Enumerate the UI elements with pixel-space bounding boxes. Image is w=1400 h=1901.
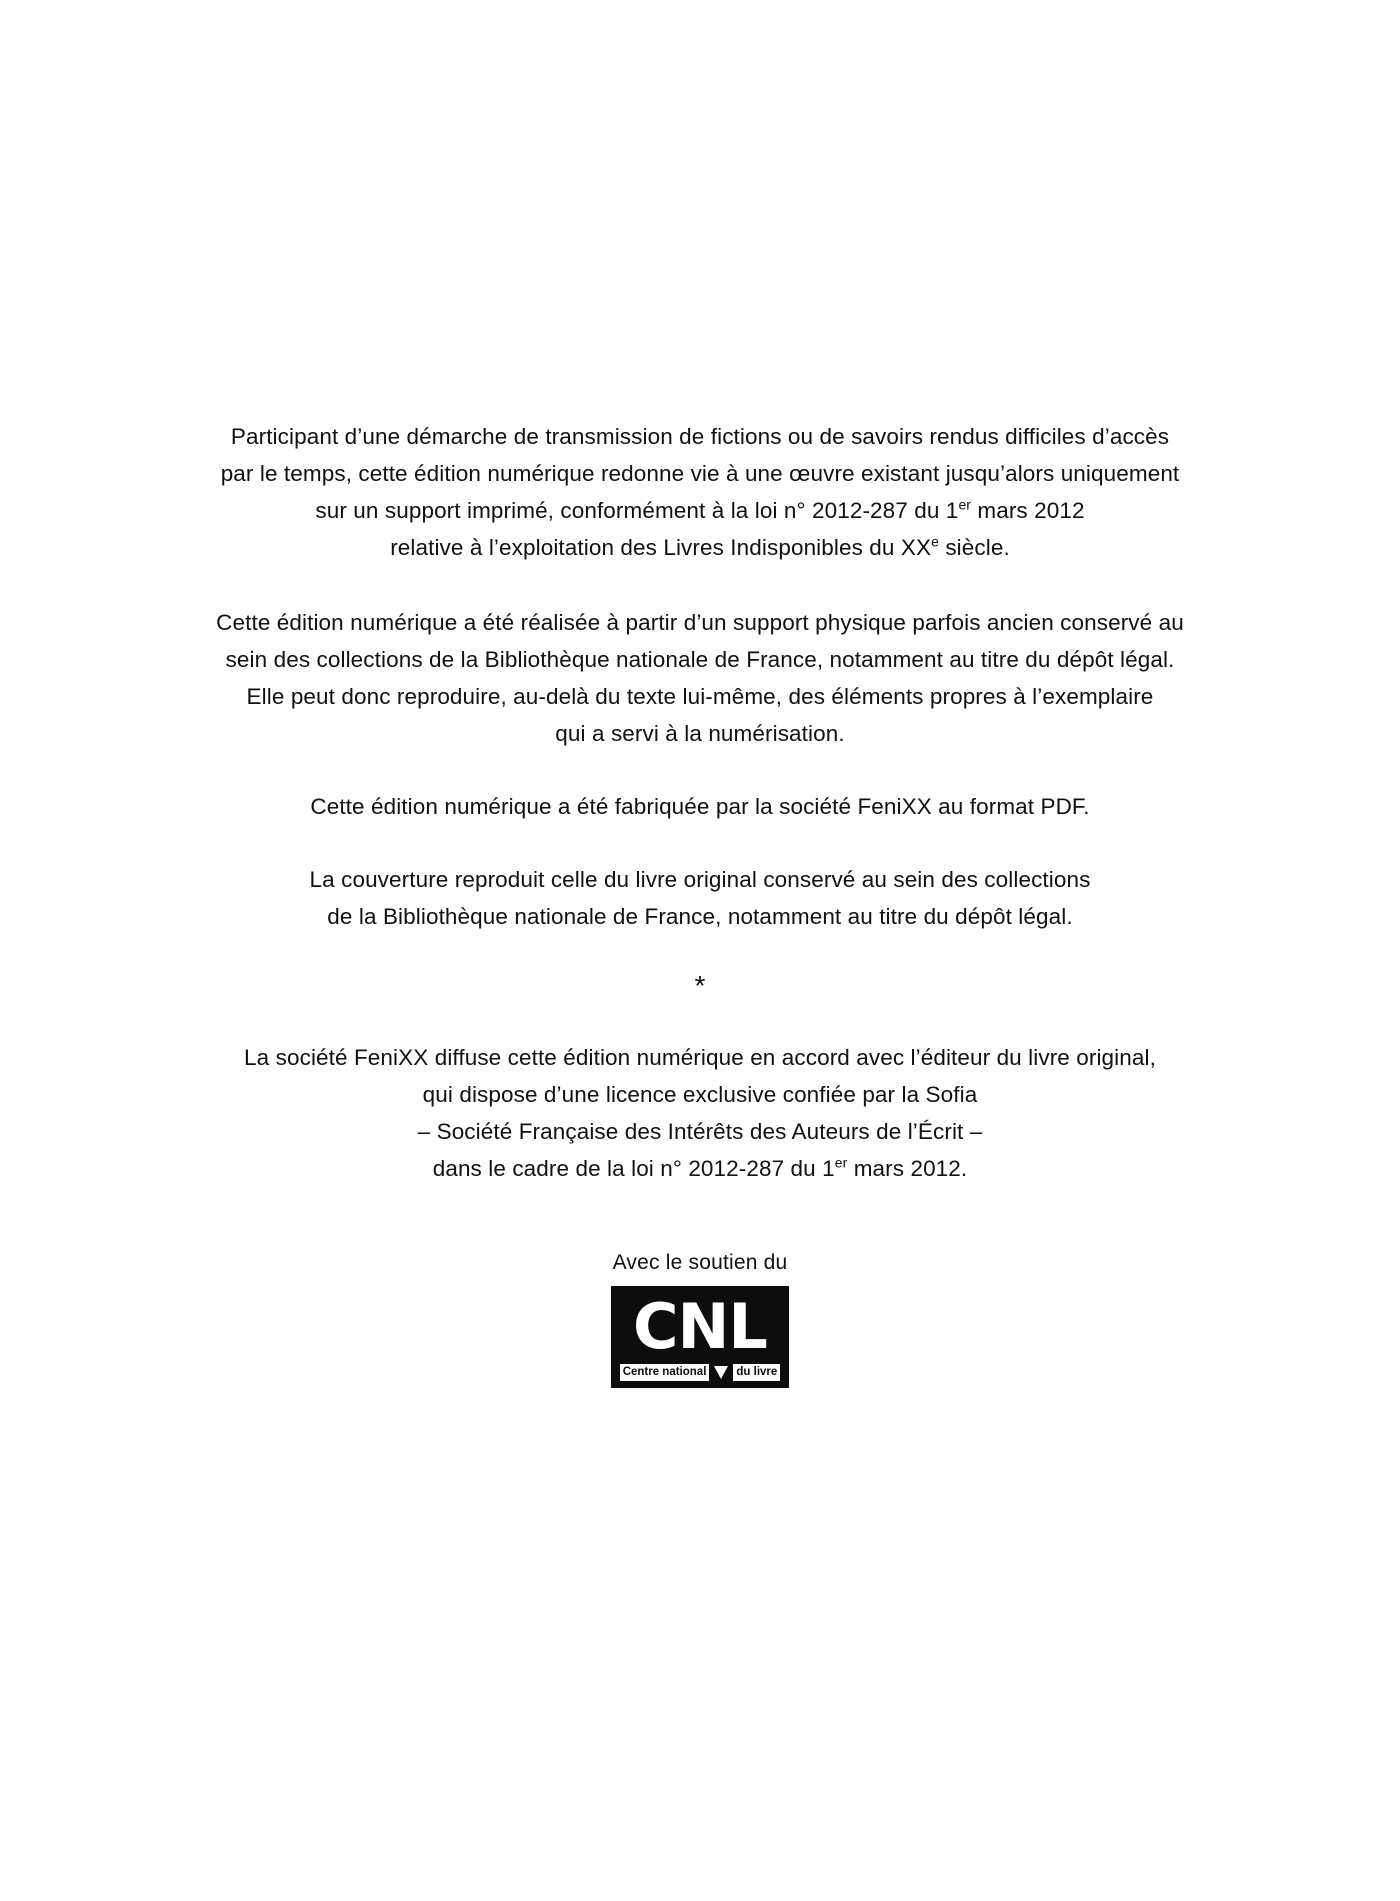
paragraph-line: de la Bibliothèque nationale de France, notamment au titre du dépôt légal. (327, 904, 1073, 929)
paragraph-diffusion (120, 1039, 1280, 1187)
spacer (0, 935, 1400, 971)
paragraph-line: qui a servi à la numérisation. (555, 721, 845, 746)
paragraph-line-century: relative à l’exploitation des Livres Indisponibles du XXe siècle. (390, 533, 1010, 560)
sponsor-caption: Avec le soutien du (612, 1251, 788, 1274)
paragraph-line: La société FeniXX diffuse cette édition numérique en accord avec l’éditeur du livre original, (244, 1045, 1156, 1070)
paragraph-transmission (120, 418, 1280, 566)
paragraph-fabrication (120, 788, 1280, 825)
spacer (0, 1001, 1400, 1039)
spacer (0, 566, 1400, 604)
cnl-acronym: CNL (633, 1290, 767, 1363)
paragraph-line: – Société Française des Intérêts des Auteurs de l’Écrit – (417, 1119, 983, 1144)
cnl-triangle-icon (714, 1366, 728, 1379)
paragraph-line: qui dispose d’une licence exclusive confiée par la Sofia (422, 1082, 978, 1107)
ordinal-suffix: er (958, 496, 972, 513)
cnl-subtitle-right: du livre (733, 1364, 780, 1381)
ordinal-suffix: e (931, 533, 939, 550)
legal-notice-content (0, 418, 1400, 1388)
cnl-subtitle (611, 1364, 789, 1381)
spacer (0, 752, 1400, 788)
ordinal-suffix: er (834, 1154, 848, 1171)
paragraph-line-law: sur un support imprimé, conformément à la loi n° 2012-287 du 1er mars 2012 (315, 496, 1085, 523)
spacer (0, 825, 1400, 861)
cnl-logo (611, 1286, 789, 1388)
paragraph-line: par le temps, cette édition numérique redonne vie à une œuvre existant jusqu’alors uniquement (220, 461, 1180, 486)
paragraph-source-support (120, 604, 1280, 752)
section-separator-asterisk: * (694, 970, 706, 1001)
paragraph-line: Participant d’une démarche de transmission de fictions ou de savoirs rendus difficiles d’accès (230, 424, 1170, 449)
paragraph-line-law: dans le cadre de la loi n° 2012-287 du 1er mars 2012. (432, 1154, 968, 1181)
paragraph-line: Cette édition numérique a été réalisée à partir d’un support physique parfois ancien conservé au (216, 610, 1184, 635)
cnl-subtitle-left: Centre national (620, 1364, 710, 1381)
paragraph-line: La couverture reproduit celle du livre original conservé au sein des collections (309, 867, 1091, 892)
paragraph-cover (120, 861, 1280, 935)
paragraph-line: Elle peut donc reproduire, au-delà du texte lui-même, des éléments propres à l’exemplaire (246, 684, 1154, 709)
sponsor-logo-block (0, 1249, 1400, 1388)
paragraph-line: Cette édition numérique a été fabriquée par la société FeniXX au format PDF. (310, 794, 1090, 819)
paragraph-line: sein des collections de la Bibliothèque nationale de France, notamment au titre du dépôt légal. (225, 647, 1175, 672)
